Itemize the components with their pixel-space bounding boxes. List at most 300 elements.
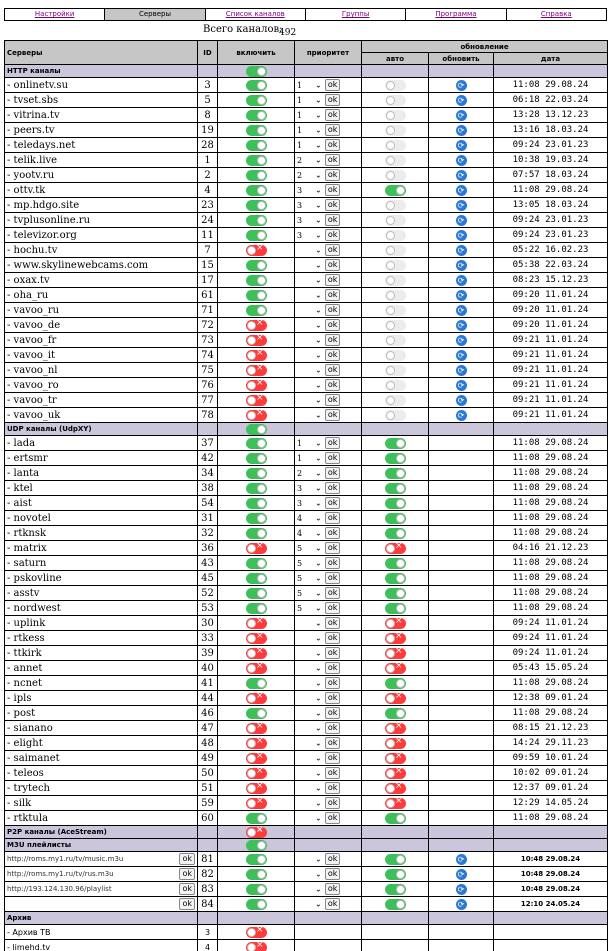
auto-toggle[interactable] — [385, 410, 406, 421]
enable-toggle[interactable] — [246, 678, 267, 689]
enable-toggle[interactable] — [246, 854, 267, 865]
priority-cell — [295, 706, 362, 721]
table-row — [5, 796, 608, 811]
auto-toggle[interactable] — [385, 813, 406, 824]
auto-toggle[interactable] — [385, 663, 406, 674]
server-id: 17 — [198, 273, 218, 288]
auto-toggle[interactable] — [385, 170, 406, 181]
enable-toggle[interactable] — [246, 335, 267, 346]
nav-tab-5[interactable]: Справка — [540, 10, 572, 18]
priority-select[interactable]: 1 — [297, 80, 303, 90]
refresh-icon[interactable]: ⟳ — [456, 80, 467, 91]
auto-toggle[interactable] — [385, 290, 406, 301]
auto-toggle[interactable] — [385, 275, 406, 286]
enable-toggle-knob — [257, 900, 266, 909]
refresh-icon[interactable]: ⟳ — [456, 95, 467, 106]
priority-select[interactable]: 3 — [297, 483, 303, 493]
refresh-icon[interactable]: ⟳ — [456, 305, 467, 316]
refresh-icon[interactable]: ⟳ — [456, 275, 467, 286]
ok-button[interactable]: ok — [325, 677, 341, 689]
enable-toggle[interactable] — [246, 320, 267, 331]
auto-toggle[interactable] — [385, 125, 406, 136]
ok-button[interactable]: ok — [325, 437, 341, 449]
priority-select[interactable]: 3 — [297, 185, 303, 195]
auto-cell — [362, 273, 429, 288]
server-name: - saimanet — [5, 751, 198, 766]
auto-cell — [362, 616, 429, 631]
section-toggle[interactable] — [246, 66, 267, 77]
auto-toggle[interactable] — [385, 854, 406, 865]
priority-select[interactable]: 3 — [297, 215, 303, 225]
auto-toggle[interactable] — [385, 573, 406, 584]
section-toggle[interactable] — [246, 424, 267, 435]
auto-toggle-knob — [386, 111, 395, 120]
server-id: 54 — [198, 496, 218, 511]
auto-toggle[interactable] — [385, 498, 406, 509]
refresh-icon[interactable]: ⟳ — [456, 170, 467, 181]
date-cell: 13:16 18.03.24 — [494, 123, 608, 138]
refresh-icon[interactable]: ⟳ — [456, 290, 467, 301]
ok-button[interactable]: ok — [325, 692, 341, 704]
enable-toggle-knob — [257, 469, 266, 478]
ok-button[interactable]: ok — [325, 602, 341, 614]
enable-toggle[interactable] — [246, 185, 267, 196]
enable-toggle[interactable] — [246, 305, 267, 316]
priority-cell — [295, 451, 362, 466]
enable-toggle[interactable] — [246, 410, 267, 421]
auto-toggle[interactable] — [385, 633, 406, 644]
auto-toggle[interactable] — [385, 798, 406, 809]
enable-toggle[interactable] — [246, 365, 267, 376]
enable-toggle[interactable] — [246, 483, 267, 494]
ok-button[interactable]: ok — [325, 868, 341, 880]
playlist-ok-button[interactable]: ok — [179, 868, 195, 880]
auto-toggle[interactable] — [385, 395, 406, 406]
enable-toggle[interactable] — [246, 813, 267, 824]
enable-toggle[interactable] — [246, 783, 267, 794]
date-cell: 12:10 24.05.24 — [494, 897, 608, 912]
auto-toggle[interactable] — [385, 884, 406, 895]
priority-select[interactable]: 2 — [297, 155, 303, 165]
auto-toggle[interactable] — [385, 899, 406, 910]
ok-button[interactable]: ok — [325, 647, 341, 659]
auto-toggle[interactable] — [385, 768, 406, 779]
enable-toggle[interactable] — [246, 290, 267, 301]
auto-toggle[interactable] — [385, 783, 406, 794]
auto-toggle[interactable] — [385, 588, 406, 599]
ok-button[interactable]: ok — [325, 214, 341, 226]
refresh-icon[interactable]: ⟳ — [456, 884, 467, 895]
auto-toggle[interactable] — [385, 558, 406, 569]
refresh-cell — [429, 378, 494, 393]
ok-button[interactable]: ok — [325, 199, 341, 211]
ok-button[interactable]: ok — [325, 632, 341, 644]
date-cell: 11:08 29.08.24 — [494, 601, 608, 616]
priority-select[interactable]: 1 — [297, 140, 303, 150]
server-name: - vavoo_ru — [5, 303, 198, 318]
refresh-icon[interactable]: ⟳ — [456, 110, 467, 121]
enable-toggle[interactable] — [246, 618, 267, 629]
server-name: - vitrina.tv — [5, 108, 198, 123]
ok-button[interactable]: ok — [325, 79, 341, 91]
refresh-icon[interactable]: ⟳ — [456, 140, 467, 151]
ok-button[interactable]: ok — [325, 379, 341, 391]
playlist-ok-button[interactable]: ok — [179, 883, 195, 895]
enable-toggle[interactable] — [246, 170, 267, 181]
auto-toggle[interactable] — [385, 260, 406, 271]
playlist-url-wrap — [7, 853, 195, 865]
auto-toggle[interactable] — [385, 200, 406, 211]
ok-button[interactable]: ok — [325, 797, 341, 809]
priority-select[interactable]: 3 — [297, 200, 303, 210]
ok-button[interactable]: ok — [325, 244, 341, 256]
ok-button[interactable]: ok — [325, 394, 341, 406]
section-toggle-cell — [218, 423, 295, 436]
enable-toggle[interactable] — [246, 528, 267, 539]
priority-select[interactable]: 1 — [297, 125, 303, 135]
auto-cell — [362, 213, 429, 228]
playlist-ok-button[interactable]: ok — [179, 853, 195, 865]
refresh-icon[interactable]: ⟳ — [456, 869, 467, 880]
chevron-down-icon: ⌄ — [315, 573, 322, 583]
auto-toggle[interactable] — [385, 618, 406, 629]
ok-button[interactable]: ok — [325, 274, 341, 286]
ok-button[interactable]: ok — [325, 752, 341, 764]
auto-toggle[interactable] — [385, 215, 406, 226]
auto-toggle[interactable] — [385, 693, 406, 704]
ok-button[interactable]: ok — [325, 259, 341, 271]
ok-button[interactable]: ok — [325, 542, 341, 554]
ok-button[interactable]: ok — [325, 169, 341, 181]
chevron-down-icon: ⌄ — [315, 854, 322, 864]
enable-toggle[interactable] — [246, 573, 267, 584]
auto-toggle[interactable] — [385, 140, 406, 151]
playlist-url[interactable]: http://193.124.130.96/playlist — [7, 885, 112, 893]
section-toggle[interactable] — [246, 827, 267, 838]
enable-toggle[interactable] — [246, 80, 267, 91]
auto-toggle[interactable] — [385, 678, 406, 689]
ok-button[interactable]: ok — [325, 289, 341, 301]
auto-toggle-knob — [396, 574, 405, 583]
enable-toggle[interactable] — [246, 125, 267, 136]
ok-button[interactable]: ok — [325, 707, 341, 719]
auto-toggle[interactable] — [385, 80, 406, 91]
auto-toggle[interactable] — [385, 603, 406, 614]
refresh-icon[interactable]: ⟳ — [456, 200, 467, 211]
enable-toggle-knob — [257, 559, 266, 568]
enable-toggle[interactable] — [246, 543, 267, 554]
enable-toggle[interactable] — [246, 395, 267, 406]
ok-button[interactable]: ok — [325, 767, 341, 779]
playlist-ok-button[interactable]: ok — [179, 898, 195, 910]
enable-toggle[interactable] — [246, 215, 267, 226]
refresh-icon[interactable]: ⟳ — [456, 350, 467, 361]
table-row — [5, 138, 608, 153]
priority-cell — [295, 228, 362, 243]
enable-toggle[interactable] — [246, 155, 267, 166]
refresh-icon[interactable]: ⟳ — [456, 320, 467, 331]
enable-toggle[interactable] — [246, 942, 267, 951]
server-id: 38 — [198, 481, 218, 496]
enable-toggle[interactable] — [246, 200, 267, 211]
auto-toggle[interactable] — [385, 708, 406, 719]
total-channels-label: Всего каналов: — [203, 24, 283, 35]
priority-select[interactable]: 1 — [297, 453, 303, 463]
ok-button[interactable]: ok — [325, 319, 341, 331]
ok-button[interactable]: ok — [325, 154, 341, 166]
refresh-icon[interactable]: ⟳ — [456, 125, 467, 136]
refresh-icon[interactable]: ⟳ — [456, 899, 467, 910]
priority-select[interactable]: 3 — [297, 498, 303, 508]
server-id: 15 — [198, 258, 218, 273]
ok-button[interactable]: ok — [325, 812, 341, 824]
enable-toggle[interactable] — [246, 723, 267, 734]
enable-toggle[interactable] — [246, 663, 267, 674]
ok-button[interactable]: ok — [325, 617, 341, 629]
ok-button[interactable]: ok — [325, 497, 341, 509]
nav-tab-4[interactable]: Программа — [406, 9, 506, 20]
date-cell: 07:57 18.03.24 — [494, 168, 608, 183]
auto-toggle-knob — [386, 351, 395, 360]
ok-button[interactable]: ok — [325, 737, 341, 749]
enable-toggle[interactable] — [246, 927, 267, 938]
auto-toggle[interactable] — [385, 350, 406, 361]
nav-tab-0[interactable]: Настройки — [5, 9, 105, 20]
enable-cell — [218, 751, 295, 766]
enable-toggle[interactable] — [246, 438, 267, 449]
chevron-down-icon: ⌄ — [315, 588, 322, 598]
priority-cell — [295, 526, 362, 541]
ok-button[interactable]: ok — [325, 229, 341, 241]
ok-button[interactable]: ok — [325, 898, 341, 910]
section-row — [5, 912, 608, 925]
ok-button[interactable]: ok — [325, 662, 341, 674]
priority-select[interactable]: 1 — [297, 438, 303, 448]
ok-button[interactable]: ok — [325, 94, 341, 106]
priority-select[interactable]: 1 — [297, 110, 303, 120]
enable-toggle[interactable] — [246, 693, 267, 704]
enable-toggle[interactable] — [246, 275, 267, 286]
enable-toggle[interactable] — [246, 708, 267, 719]
enable-toggle[interactable] — [246, 140, 267, 151]
chevron-down-icon: ⌄ — [315, 768, 322, 778]
server-id: 51 — [198, 781, 218, 796]
section-empty-cell — [362, 826, 429, 839]
enable-toggle[interactable] — [246, 380, 267, 391]
enable-cell — [218, 706, 295, 721]
auto-toggle[interactable] — [385, 110, 406, 121]
ok-button[interactable]: ok — [325, 853, 341, 865]
ok-button[interactable]: ok — [325, 349, 341, 361]
refresh-icon[interactable]: ⟳ — [456, 185, 467, 196]
ok-button[interactable]: ok — [325, 572, 341, 584]
playlist-url[interactable]: http://roms.my1.ru/tv/rus.m3u — [7, 870, 114, 878]
auto-toggle[interactable] — [385, 380, 406, 391]
enable-cell — [218, 571, 295, 586]
priority-select[interactable]: 4 — [297, 528, 303, 538]
playlist-url[interactable]: http://roms.my1.ru/tv/music.m3u — [7, 855, 124, 863]
enable-toggle[interactable] — [246, 798, 267, 809]
ok-button[interactable]: ok — [325, 527, 341, 539]
priority-select[interactable]: 5 — [297, 603, 303, 613]
enable-toggle-knob — [247, 396, 256, 405]
table-row — [5, 571, 608, 586]
auto-toggle[interactable] — [385, 528, 406, 539]
ok-button[interactable]: ok — [325, 452, 341, 464]
enable-toggle[interactable] — [246, 738, 267, 749]
auto-toggle[interactable] — [385, 753, 406, 764]
enable-toggle[interactable] — [246, 110, 267, 121]
nav-tab-1[interactable]: Серверы — [105, 9, 205, 20]
enable-cell — [218, 333, 295, 348]
auto-toggle[interactable] — [385, 155, 406, 166]
ok-button[interactable]: ok — [325, 184, 341, 196]
auto-toggle-knob — [386, 724, 395, 733]
refresh-icon[interactable]: ⟳ — [456, 854, 467, 865]
server-name: - limehd.tv — [5, 940, 198, 951]
ok-button[interactable]: ok — [325, 722, 341, 734]
refresh-icon[interactable]: ⟳ — [456, 365, 467, 376]
section-empty-cell — [362, 912, 429, 925]
refresh-icon[interactable]: ⟳ — [456, 410, 467, 421]
col-refresh: обновить — [429, 53, 494, 65]
auto-toggle[interactable] — [385, 95, 406, 106]
ok-button[interactable]: ok — [325, 883, 341, 895]
ok-button[interactable]: ok — [325, 334, 341, 346]
enable-toggle[interactable] — [246, 558, 267, 569]
priority-cell — [295, 393, 362, 408]
enable-toggle-knob — [247, 784, 256, 793]
refresh-icon[interactable]: ⟳ — [456, 155, 467, 166]
auto-toggle[interactable] — [385, 245, 406, 256]
enable-toggle[interactable] — [246, 648, 267, 659]
auto-toggle[interactable] — [385, 365, 406, 376]
priority-select[interactable]: 4 — [297, 513, 303, 523]
enable-cell — [218, 288, 295, 303]
ok-button[interactable]: ok — [325, 304, 341, 316]
auto-toggle[interactable] — [385, 483, 406, 494]
enable-toggle[interactable] — [246, 513, 267, 524]
refresh-icon[interactable]: ⟳ — [456, 245, 467, 256]
enable-toggle-knob — [247, 694, 256, 703]
nav-tab-3[interactable]: Группы — [306, 9, 406, 20]
nav-tab-2[interactable]: Список каналов — [206, 9, 306, 20]
priority-cell — [295, 138, 362, 153]
auto-toggle[interactable] — [385, 869, 406, 880]
auto-toggle-knob — [396, 514, 405, 523]
auto-toggle[interactable] — [385, 305, 406, 316]
auto-toggle[interactable] — [385, 453, 406, 464]
auto-toggle[interactable] — [385, 185, 406, 196]
enable-toggle[interactable] — [246, 588, 267, 599]
enable-toggle[interactable] — [246, 768, 267, 779]
table-row — [5, 228, 608, 243]
enable-toggle[interactable] — [246, 230, 267, 241]
auto-toggle[interactable] — [385, 468, 406, 479]
enable-toggle[interactable] — [246, 603, 267, 614]
enable-toggle-knob — [247, 724, 256, 733]
refresh-icon[interactable]: ⟳ — [456, 230, 467, 241]
priority-select[interactable]: 5 — [297, 543, 303, 553]
refresh-icon[interactable]: ⟳ — [456, 335, 467, 346]
table-row — [5, 897, 608, 912]
ok-button[interactable]: ok — [325, 409, 341, 421]
auto-toggle[interactable] — [385, 723, 406, 734]
section-toggle[interactable] — [246, 840, 267, 851]
enable-toggle[interactable] — [246, 260, 267, 271]
enable-toggle[interactable] — [246, 245, 267, 256]
priority-cell — [295, 556, 362, 571]
ok-button[interactable]: ok — [325, 587, 341, 599]
priority-select[interactable]: 2 — [297, 468, 303, 478]
auto-toggle[interactable] — [385, 230, 406, 241]
enable-toggle[interactable] — [246, 753, 267, 764]
auto-toggle[interactable] — [385, 738, 406, 749]
refresh-icon[interactable]: ⟳ — [456, 395, 467, 406]
server-name: - rtknsk — [5, 526, 198, 541]
refresh-icon[interactable]: ⟳ — [456, 215, 467, 226]
ok-button[interactable]: ok — [325, 557, 341, 569]
enable-toggle[interactable] — [246, 884, 267, 895]
priority-select[interactable]: 2 — [297, 170, 303, 180]
auto-toggle[interactable] — [385, 513, 406, 524]
enable-toggle-knob — [257, 171, 266, 180]
auto-cell — [362, 897, 429, 912]
ok-button[interactable]: ok — [325, 109, 341, 121]
priority-select[interactable]: 5 — [297, 588, 303, 598]
enable-toggle[interactable] — [246, 869, 267, 880]
table-row — [5, 333, 608, 348]
auto-toggle[interactable] — [385, 438, 406, 449]
ok-button[interactable]: ok — [325, 124, 341, 136]
auto-toggle[interactable] — [385, 335, 406, 346]
chevron-down-icon: ⌄ — [315, 290, 322, 300]
enable-toggle[interactable] — [246, 350, 267, 361]
refresh-icon[interactable]: ⟳ — [456, 260, 467, 271]
priority-cell — [295, 108, 362, 123]
enable-toggle[interactable] — [246, 899, 267, 910]
priority-cell — [295, 348, 362, 363]
auto-toggle[interactable] — [385, 648, 406, 659]
enable-toggle-knob — [257, 111, 266, 120]
ok-button[interactable]: ok — [325, 364, 341, 376]
enable-toggle[interactable] — [246, 95, 267, 106]
auto-toggle[interactable] — [385, 320, 406, 331]
enable-toggle[interactable] — [246, 468, 267, 479]
ok-button[interactable]: ok — [325, 467, 341, 479]
table-row — [5, 436, 608, 451]
enable-toggle[interactable] — [246, 633, 267, 644]
section-toggle-cell — [218, 65, 295, 78]
auto-cell — [362, 526, 429, 541]
enable-toggle[interactable] — [246, 498, 267, 509]
ok-button[interactable]: ok — [325, 512, 341, 524]
priority-select[interactable]: 3 — [297, 230, 303, 240]
auto-toggle[interactable] — [385, 543, 406, 554]
section-empty-cell — [494, 423, 608, 436]
priority-select[interactable]: 1 — [297, 95, 303, 105]
auto-cell — [362, 363, 429, 378]
ok-button[interactable]: ok — [325, 782, 341, 794]
refresh-icon[interactable]: ⟳ — [456, 380, 467, 391]
ok-button[interactable]: ok — [325, 139, 341, 151]
priority-select[interactable]: 5 — [297, 573, 303, 583]
date-cell: 11:08 29.08.24 — [494, 436, 608, 451]
enable-toggle[interactable] — [246, 453, 267, 464]
ok-button[interactable]: ok — [325, 482, 341, 494]
priority-select[interactable]: 5 — [297, 558, 303, 568]
date-cell: 09:21 11.01.24 — [494, 363, 608, 378]
